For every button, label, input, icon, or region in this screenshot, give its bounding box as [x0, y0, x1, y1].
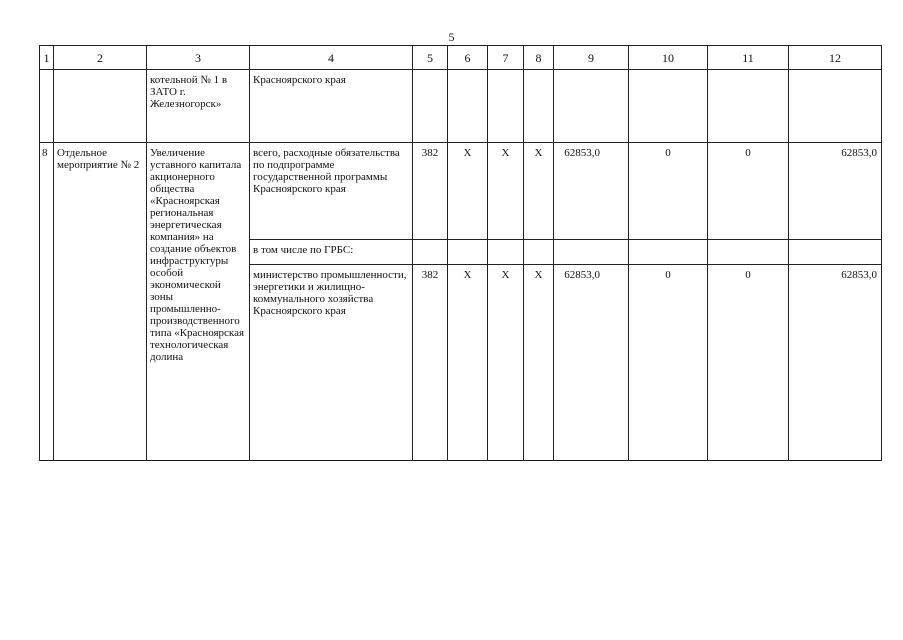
- program-table: [39, 45, 882, 461]
- row-number: 8: [40, 143, 54, 461]
- table-cell: X: [488, 265, 524, 461]
- header-cell: 11: [708, 46, 789, 70]
- table-cell: всего, расходные обязательства по подпрограмме государственной программы Красноярского края: [250, 143, 413, 240]
- header-cell: 8: [524, 46, 554, 70]
- header-cell: 2: [54, 46, 147, 70]
- header-cell: 3: [147, 46, 250, 70]
- header-cell: 5: [413, 46, 448, 70]
- header-cell: 6: [448, 46, 488, 70]
- total-row: [40, 143, 882, 240]
- table-cell: 0: [708, 143, 789, 240]
- table-cell: 0: [629, 265, 708, 461]
- table-cell: 382: [413, 143, 448, 240]
- header-cell: 10: [629, 46, 708, 70]
- continuation-row: [40, 70, 882, 143]
- table-cell: X: [524, 143, 554, 240]
- table-cell: котельной № 1 в ЗАТО г. Железногорск»: [147, 70, 250, 143]
- table-cell: 0: [708, 265, 789, 461]
- table-cell: Красноярского края: [250, 70, 413, 143]
- table-cell: X: [488, 143, 524, 240]
- table-cell: 382: [413, 265, 448, 461]
- table-cell: 62853,0: [789, 143, 882, 240]
- table-cell: министерство промышленности, энергетики и жилищно-коммунального хозяйства Красноярского края: [250, 265, 413, 461]
- header-cell: 7: [488, 46, 524, 70]
- activity-name: Отдельное мероприятие № 2: [54, 143, 147, 461]
- table-cell: X: [448, 265, 488, 461]
- activity-description: Увеличение уставного капитала акционерного общества «Красноярская региональная энергетическая компания» на создание объектов инфраструктуры особой экономической зоны промышленно-производственного типа «Красноярская технологическая долина: [147, 143, 250, 461]
- header-cell: 12: [789, 46, 882, 70]
- table-cell: 0: [629, 143, 708, 240]
- table-cell: X: [524, 265, 554, 461]
- page-number: 5: [448, 30, 455, 44]
- header-cell: 1: [40, 46, 54, 70]
- header-cell: 9: [554, 46, 629, 70]
- table-cell: в том числе по ГРБС:: [250, 240, 413, 265]
- table-cell: X: [448, 143, 488, 240]
- table-cell: 62853,0: [554, 143, 629, 240]
- table-cell: 62853,0: [789, 265, 882, 461]
- header-cell: 4: [250, 46, 413, 70]
- header-row: [40, 46, 882, 70]
- table-cell: 62853,0: [554, 265, 629, 461]
